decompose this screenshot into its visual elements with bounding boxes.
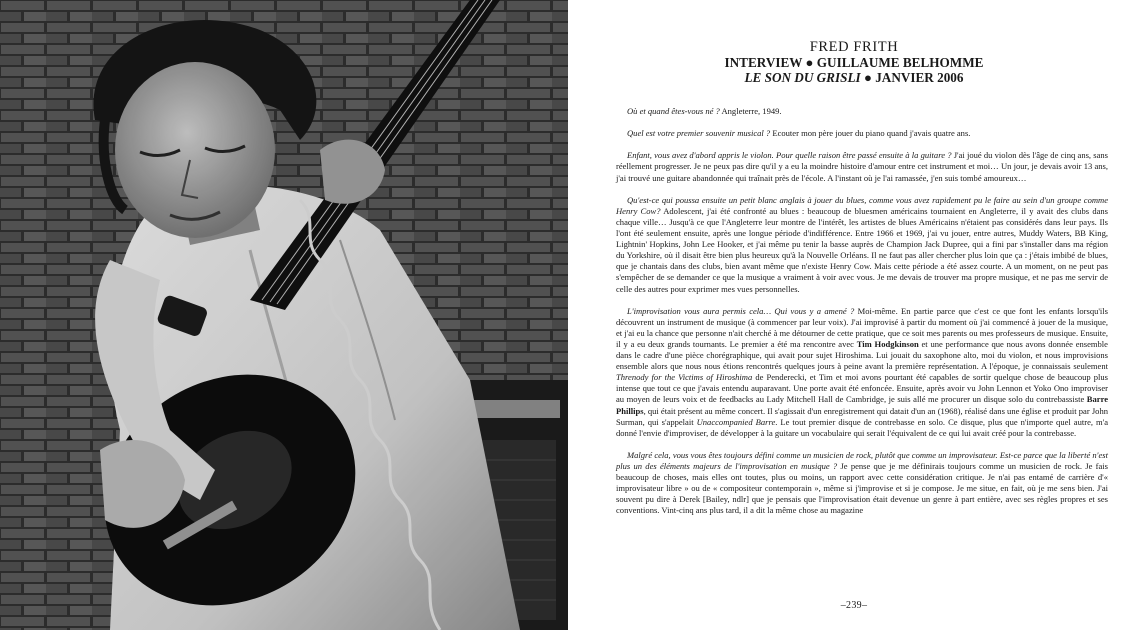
qa-paragraph: Où et quand êtes-vous né ? Angleterre, 1949. xyxy=(627,106,782,116)
interview-byline: INTERVIEW ● GUILLAUME BELHOMME xyxy=(724,55,984,70)
qa-paragraph: Qu'est-ce qui poussa ensuite un petit blanc anglais à jouer du blues, comme vous avez rapidement pu le faire au sein d'un groupe comme Henry Cow? Adolescent, j'ai été confronté au blues : beaucoup de bluesmen américains tournaient en Angleterre, il y avait des clubs dans chaque ville… Jusqu'à ce que l'Angleterre leur montre de l'intérêt, les artistes de blues Américains n'étaient pas considérés dans leur pays. Ils l'ont été seulement ensuite, après une longue période d'indifférence. Entre 1966 et 1969, j'ai vu jouer, entre autres, Muddy Waters, BB King, Lightnin' Hopkins, John Lee Hooker, et j'ai même pu tenir la basse auprès de Champion Jack Dupree, qui a fini par s'installer dans ma région du Yorkshire, où il disait être bien plus heureux qu'à la Nouvelle Orléans. Il ne faut pas aller chercher plus loin que ça : j'étais imbibé de blues, que je chantais dans des clubs, bien avant même que n'existe Henry Cow. Mais cette période a été assez courte. A un moment, on ne peut pas s'empêcher de se demander ce que la musique a vraiment à voir avec vous. Je me devais de trouver ma propre musique, et ne pas me servir de celle des autres pour exprimer mes vues personnelles. xyxy=(616,194,1108,294)
qa-paragraph: L'improvisation vous aura permis cela… Qui vous y a amené ? Moi-même. En partie parce que c'est ce que font les enfants lorsqu'ils découvrent un instrument de musique (à commencer par leur voix). J'ai improvisé à partir du moment où j'ai commencé à jouer de la musique, et j'ai eu la chance que personne n'ait cherché à me détourner de cette pratique, que ce soit mes parents ou mes professeurs de musique. Ensuite, il y a eu deux grands tournants. Le premier a été ma rencontre avec Tim Hodgkinson et une performance que nous avons donnée ensemble dans le cadre d'une pièce chorégraphique, qui avait pour sujet Hiroshima. Lui jouait du saxophone alto, moi du violon, et nous improvisions ensemble alors que nous nous étions rencontrés quelques jours à peine avant la première représentation. A l'époque, je connaissais seulement Threnody for the Victims of Hiroshima de Penderecki, et Tim et moi avons pourtant été capables de sortir quelque chose de beaucoup plus intense que tout ce que j'avais entendu auparavant. Une porte avait été enfoncée. Ensuite, après avoir vu John Lennon et Yoko Ono improviser au moyen de leurs voix et de feedbacks au Lady Mitchell Hall de Cambridge, je suis allé me procurer un disque solo du contrebassiste Barre Phillips, qui était présent au même concert. Il s'agissait d'un enregistrement qui datait d'un an (1968), réalisé dans une église et produit par John Surman, qui s'appelait Unaccompanied Barre. Le tout premier disque de contrebasse en solo. Ce disque, plus que n'importe quel autre, m'a donné l'envie d'improviser, de développer à la guitare un vocabulaire qui serait l'équivalent de ce qui lui avait créé pour la contrebasse. xyxy=(616,305,1108,438)
qa-paragraph: Quel est votre premier souvenir musical ? Ecouter mon père jouer du piano quand j'avais quatre ans. xyxy=(627,128,971,139)
interview-body xyxy=(616,106,1108,528)
photo-illustration xyxy=(0,0,568,630)
qa-paragraph: Enfant, vous avez d'abord appris le violon. Pour quelle raison être passé ensuite à la guitare ? J'ai joué du violon dès l'âge de cinq ans, sans réellement progresser. Je ne peux pas dire qu'il y a eu la moindre histoire d'amour entre cet instrument et moi… Un jour, je devais avoir 13 ans, j'ai trouvé une guitare abandonnée qui traînait près de l'école. A l'instant où je l'ai ramassée, j'en suis tombé amoureux… xyxy=(616,150,1108,183)
page-number: –239– xyxy=(840,600,868,611)
interview-page xyxy=(568,0,1140,630)
qa-paragraph: Malgré cela, vous vous êtes toujours défini comme un musicien de rock, plutôt que comme un improvisateur. Est-ce parce que la liberté n'est plus un des éléments majeurs de l'improvisation en musique ? Je pense que je me définirais toujours comme un musicien de rock. Je fais beaucoup de choses, mais elles ont toutes, plus ou moins, un rapport avec cette considération critique. Je n'ai pas entamé de carrière d'« improvisateur libre » ou de « compositeur contemporain », même si j'improvise et si je compose. Je me situe, en fait, où je me sens bien. J'ai souvent pu dire à Derek [Bailey, ndlr] que je pensais que l'improvisation était devenue un genre à part entière, avec ses règles propres et ses conventions. Vint-cinq ans plus tard, il a dit la même chose au magazine xyxy=(616,449,1108,516)
page-heading xyxy=(568,0,1140,85)
guitarist-photo xyxy=(0,0,568,630)
publication-line: LE SON DU GRISLI ● JANVIER 2006 xyxy=(744,70,964,85)
artist-name: FRED FRITH xyxy=(809,39,899,55)
